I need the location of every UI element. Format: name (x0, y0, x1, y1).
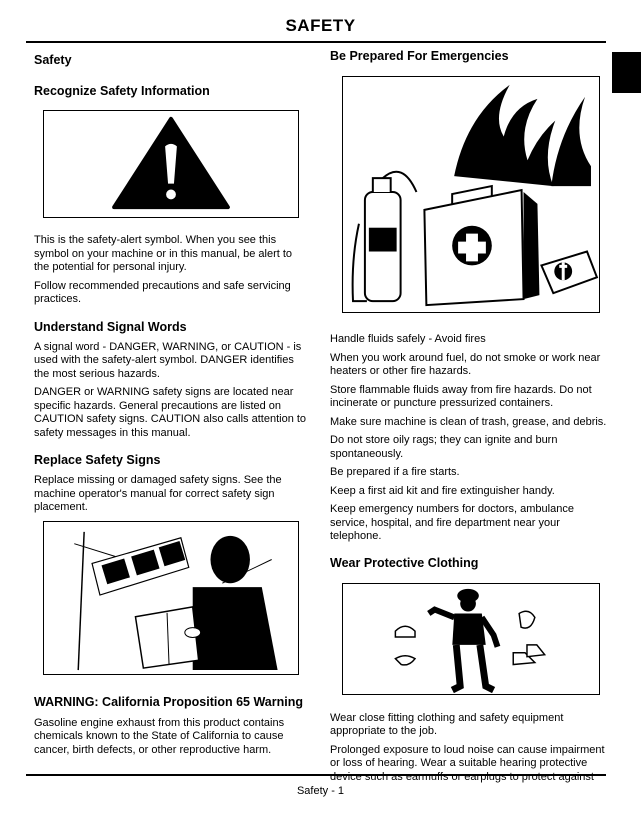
page-footer: Safety - 1 (296, 785, 345, 797)
clothing-figure (342, 583, 600, 695)
clothing-heading: Wear Protective Clothing (330, 555, 479, 570)
section-tab-marker (612, 52, 641, 93)
replace-signs-heading: Replace Safety Signs (34, 453, 161, 467)
prop65-heading: WARNING: California Proposition 65 Warning (34, 694, 303, 709)
emergencies-paragraph: Make sure machine is clean of trash, grease, and debris. (330, 415, 607, 428)
footer-rule (26, 774, 606, 776)
signal-words-heading: Understand Signal Words (34, 319, 187, 334)
person-reading-manual-icon (44, 522, 298, 674)
protective-clothing-icon (343, 584, 599, 694)
replace-signs-figure (43, 521, 299, 675)
emergencies-paragraph: Keep emergency numbers for doctors, ambulance service, hospital, and fire department near your telephone. (330, 503, 574, 542)
right-column (330, 48, 608, 789)
recognize-paragraph: Follow recommended precautions and safe servicing practices. (34, 279, 291, 305)
emergencies-paragraph: Keep a first aid kit and fire extinguisher handy. (330, 484, 555, 497)
signal-words-paragraph: DANGER or WARNING safety signs are located near specific hazards. General precautions are listed on CAUTION safety signs. CAUTION also calls attention to safety messages in this manual. (34, 386, 307, 439)
emergencies-paragraph: Store flammable fluids away from fire hazards. Do not incinerate or puncture pressurized containers. (330, 383, 592, 409)
signal-words-paragraph: A signal word - DANGER, WARNING, or CAUTION - is used with the safety-alert symbol. DANGER identifies the most serious hazards. (34, 340, 302, 380)
prop65-paragraph: Gasoline engine exhaust from this product contains chemicals known to the State of California to cause cancer, birth defects, or other reproductive harm. (34, 716, 285, 756)
clothing-paragraph: Wear close fitting clothing and safety equipment appropriate to the job. (330, 711, 564, 737)
recognize-heading: Recognize Safety Information (34, 84, 210, 98)
clothing-paragraph: Prolonged exposure to loud noise can cause impairment or loss of hearing. Wear a suitable hearing protective device such as earmuffs or earplugs to protect against (330, 743, 605, 783)
replace-signs-paragraph: Replace missing or damaged safety signs. See the machine operator's manual for correct safety sign placement. (34, 474, 282, 513)
emergencies-paragraph: Do not store oily rags; they can ignite and burn spontaneously. (330, 434, 558, 460)
recognize-paragraph: This is the safety-alert symbol. When you see this symbol on your machine or in this manual, be alert to the potential for personal injury. (34, 234, 293, 273)
emergencies-paragraph: When you work around fuel, do not smoke or work near heaters or other fire hazards. (330, 351, 601, 377)
safety-alert-symbol-icon (44, 111, 298, 217)
emergencies-paragraph: Be prepared if a fire starts. (330, 466, 460, 478)
left-column (34, 48, 310, 762)
header-rule (26, 41, 606, 43)
emergencies-heading: Be Prepared For Emergencies (330, 49, 509, 63)
emergencies-paragraph: Handle fluids safely - Avoid fires (330, 333, 486, 345)
emergency-figure (342, 76, 600, 313)
safety-alert-figure (43, 110, 299, 218)
page-title: SAFETY (285, 16, 356, 35)
fire-extinguisher-first-aid-icon (343, 77, 599, 312)
section-label: Safety (34, 53, 72, 67)
